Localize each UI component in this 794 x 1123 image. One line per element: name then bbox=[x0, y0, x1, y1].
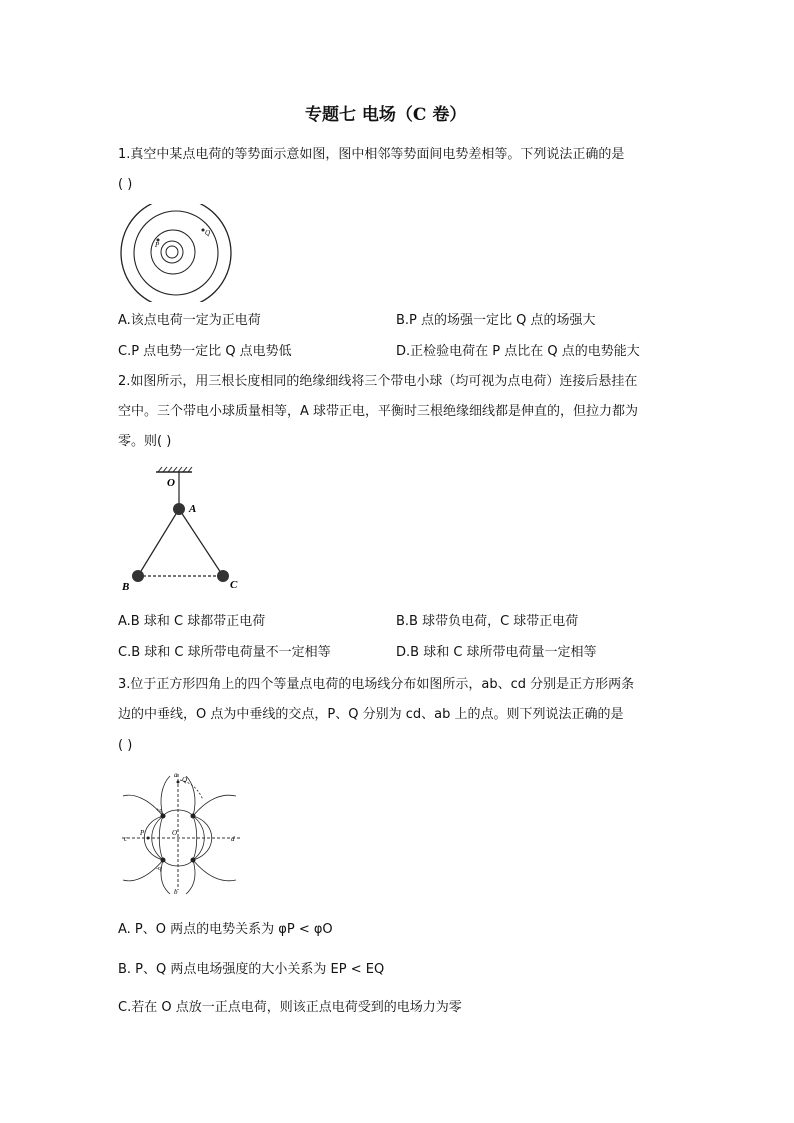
label-a: a bbox=[174, 771, 178, 779]
equipotential-ring-2 bbox=[161, 241, 183, 263]
q1-option-d: D.正检验电荷在 P 点比在 Q 点的电势能大 bbox=[396, 344, 640, 359]
label-o: O bbox=[172, 829, 178, 837]
charge-top-right bbox=[191, 814, 196, 819]
ball-c bbox=[217, 570, 229, 582]
thread-ab bbox=[138, 509, 179, 576]
equipotential-ring-5 bbox=[121, 204, 231, 302]
label-b: B bbox=[122, 581, 130, 593]
q1-option-a: A.该点电荷一定为正电荷 bbox=[118, 313, 261, 328]
q1-option-b: B.P 点的场强一定比 Q 点的场强大 bbox=[396, 313, 596, 328]
thread-ac bbox=[179, 509, 223, 576]
q1-stem-line2: ( ) bbox=[118, 177, 133, 192]
equipotential-ring-1 bbox=[166, 246, 178, 258]
q3-stem-line3: ( ) bbox=[118, 738, 133, 753]
label-p: P bbox=[155, 241, 160, 249]
q2-option-b: B.B 球带负电荷，C 球带正电荷 bbox=[396, 614, 579, 629]
label-p: P bbox=[140, 829, 145, 837]
equipotential-ring-4 bbox=[134, 211, 218, 295]
ball-a bbox=[173, 503, 185, 515]
q2-option-c: C.B 球和 C 球所带电荷量不一定相等 bbox=[118, 645, 331, 660]
q3-field-lines-figure bbox=[118, 768, 248, 896]
label-minus-q: -q bbox=[156, 866, 161, 872]
q2-stem-line1: 2.如图所示，用三根长度相同的绝缘细线将三个带电小球（均可视为点电荷）连接后悬挂在 bbox=[118, 374, 638, 389]
q3-option-c: C.若在 O 点放一正点电荷，则该正点电荷受到的电场力为零 bbox=[118, 1000, 462, 1015]
label-plus-q: +q bbox=[156, 808, 163, 814]
q2-pendulum-figure bbox=[118, 466, 248, 594]
charge-bottom-left bbox=[161, 858, 166, 863]
ball-b bbox=[132, 570, 144, 582]
label-b: b bbox=[174, 888, 178, 896]
label-o: O bbox=[167, 477, 175, 489]
label-c: c bbox=[124, 835, 128, 843]
page-title: 专题七 电场（C 卷） bbox=[305, 105, 467, 125]
label-c: C bbox=[230, 579, 238, 591]
charge-bottom-right bbox=[191, 858, 196, 863]
q3-option-a: A. P、O 两点的电势关系为 φP < φO bbox=[118, 922, 333, 937]
label-d: d bbox=[231, 835, 235, 843]
q1-equipotential-figure bbox=[118, 204, 238, 302]
q1-option-c: C.P 点电势一定比 Q 点电势低 bbox=[118, 344, 292, 359]
q3-stem-line1: 3.位于正方形四角上的四个等量点电荷的电场线分布如图所示，ab、cd 分别是正方形两条 bbox=[118, 677, 635, 692]
equipotential-ring-3 bbox=[151, 230, 195, 274]
label-q: Q bbox=[205, 229, 211, 237]
q2-stem-line2: 空中。三个带电小球质量相等，A 球带正电，平衡时三根绝缘细线都是伸直的，但拉力都为 bbox=[118, 404, 639, 419]
q3-stem-line2: 边的中垂线，O 点为中垂线的交点，P、Q 分别为 cd、ab 上的点。则下列说法正确的是 bbox=[118, 707, 624, 722]
label-q: Q bbox=[182, 776, 188, 784]
point-p-dot bbox=[147, 837, 150, 840]
q2-option-a: A.B 球和 C 球都带正电荷 bbox=[118, 614, 266, 629]
label-a: A bbox=[189, 503, 197, 515]
point-q-dot bbox=[177, 781, 180, 784]
charge-top-left bbox=[161, 814, 166, 819]
q1-stem-line1: 1.真空中某点电荷的等势面示意如图，图中相邻等势面间电势差相等。下列说法正确的是 bbox=[118, 147, 625, 162]
q2-stem-line3: 零。则( ) bbox=[118, 434, 172, 449]
q2-option-d: D.B 球和 C 球所带电荷量一定相等 bbox=[396, 645, 597, 660]
q3-option-b: B. P、Q 两点电场强度的大小关系为 EP < EQ bbox=[118, 962, 385, 977]
